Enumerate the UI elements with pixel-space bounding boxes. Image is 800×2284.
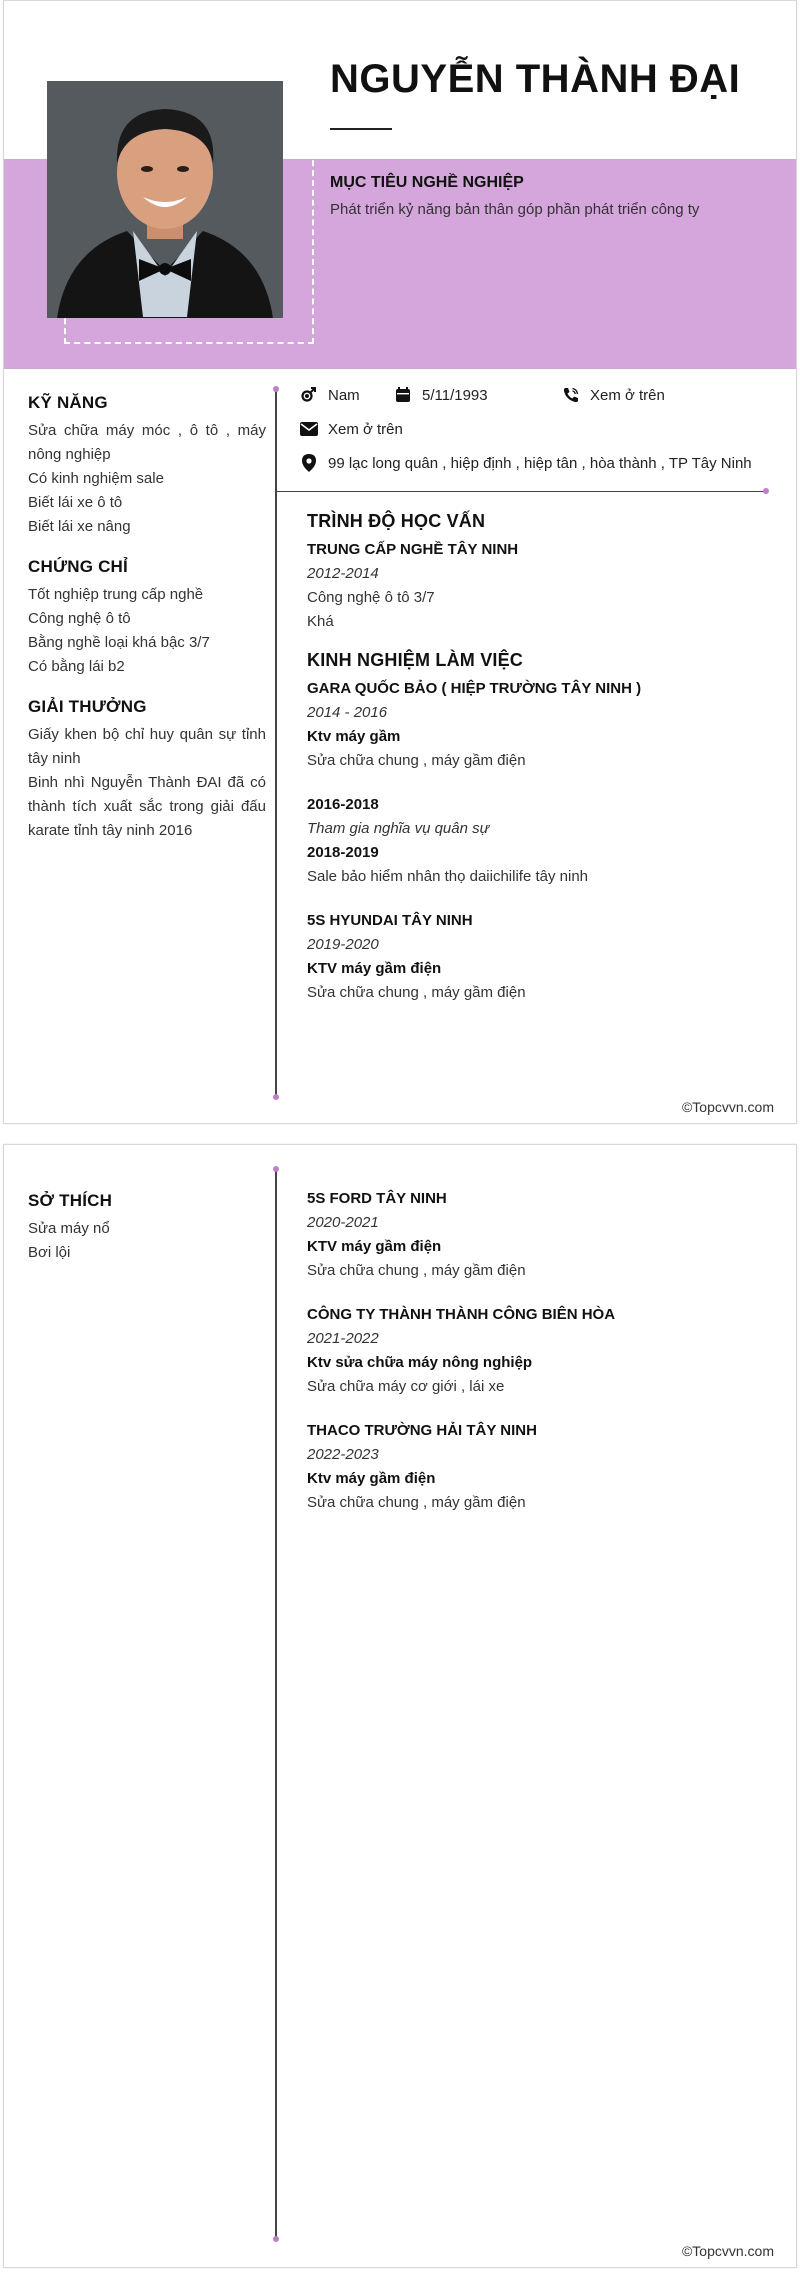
location-pin-icon: [298, 452, 320, 474]
email-icon: [298, 418, 320, 440]
candidate-name: NGUYỄN THÀNH ĐẠI: [330, 57, 741, 101]
education-major: Công nghệ ô tô 3/7: [307, 589, 435, 606]
contact-divider: [275, 491, 768, 492]
certificates-title: CHỨNG CHỈ: [28, 557, 128, 576]
experience-desc: Sửa chữa chung , máy gầm điện: [307, 752, 526, 769]
skill-item: Biết lái xe ô tô: [28, 494, 123, 511]
hobbies-title: SỞ THÍCH: [28, 1191, 113, 1210]
dob-value: 5/11/1993: [422, 386, 488, 404]
experience-role: KTV máy gầm điện: [307, 1238, 442, 1255]
experience-date: 2019-2020: [307, 936, 379, 953]
watermark: ©Topcvvn.com: [681, 2243, 774, 2259]
experience-entry: [307, 1303, 777, 1399]
experience-date: 2014 - 2016: [307, 704, 388, 721]
skills-section: [28, 393, 266, 539]
email-value: Xem ở trên: [328, 420, 403, 438]
award-item: Binh nhì Nguyễn Thành ĐAI đã có thành tích xuất sắc trong giải đấu karate tỉnh tây ninh 2016: [28, 774, 266, 839]
experience-entry: [307, 793, 777, 889]
certificate-item: Có bằng lái b2: [28, 658, 125, 675]
experience-org: GARA QUỐC BẢO ( HIỆP TRƯỜNG TÂY NINH ): [307, 680, 642, 697]
experience-org: CÔNG TY THÀNH THÀNH CÔNG BIÊN HÒA: [307, 1306, 616, 1323]
address-row: [298, 452, 752, 474]
objective-text: Phát triển kỷ năng bản thân góp phần phát triển công ty: [330, 201, 700, 218]
education-title: TRÌNH ĐỘ HỌC VẤN: [307, 511, 486, 531]
experience-entry: [307, 1187, 777, 1283]
experience-org: 5S HYUNDAI TÂY NINH: [307, 912, 473, 929]
objective-title: MỤC TIÊU NGHỀ NGHIỆP: [330, 174, 524, 191]
experience-org: 5S FORD TÂY NINH: [307, 1190, 447, 1207]
right-column: [307, 1187, 777, 1535]
dob-row: [392, 384, 488, 406]
certificate-item: Bằng nghề loại khá bậc 3/7: [28, 634, 210, 651]
left-column: [28, 1191, 266, 1283]
gender-icon: [298, 384, 320, 406]
experience-date: 2022-2023: [307, 1446, 379, 1463]
timeline-dot: [273, 1094, 279, 1100]
gender-value: Nam: [328, 386, 360, 404]
divider-dot: [763, 488, 769, 494]
awards-section: [28, 697, 266, 843]
timeline-line: [275, 1169, 277, 2239]
experience-desc: Sale bảo hiểm nhân thọ daiichilife tây ninh: [307, 868, 589, 885]
email-row: [298, 418, 403, 440]
experience-entry: [307, 909, 777, 1005]
left-column: [28, 393, 266, 861]
cv-page-1: [3, 0, 797, 1124]
award-item: Giấy khen bộ chỉ huy quân sự tỉnh tây ninh: [28, 726, 266, 767]
hobby-item: Bơi lội: [28, 1244, 71, 1261]
experience-desc: Sửa chữa máy cơ giới , lái xe: [307, 1378, 505, 1395]
phone-icon: [560, 384, 582, 406]
education-school: TRUNG CẤP NGHỀ TÂY NINH: [307, 541, 519, 558]
timeline-dot: [273, 2236, 279, 2242]
skill-item: Có kinh nghiệm sale: [28, 470, 164, 487]
skill-item: Sửa chữa máy móc , ô tô , máy nông nghiệp: [28, 422, 266, 463]
skills-title: KỸ NĂNG: [28, 393, 108, 412]
timeline-dot: [273, 386, 279, 392]
experience-role: KTV máy gầm điện: [307, 960, 442, 977]
experience-title: KINH NGHIỆM LÀM VIỆC: [307, 650, 524, 670]
experience-role: Ktv sửa chữa máy nông nghiệp: [307, 1354, 533, 1371]
gender-row: [298, 384, 360, 406]
right-column: [307, 511, 777, 1025]
experience-date: 2020-2021: [307, 1214, 379, 1231]
experience-org: THACO TRƯỜNG HẢI TÂY NINH: [307, 1422, 537, 1439]
phone-row: [560, 384, 665, 406]
experience-entry: [307, 677, 777, 773]
experience-year: 2016-2018: [307, 796, 379, 813]
certificate-item: Công nghệ ô tô: [28, 610, 131, 627]
timeline-dot: [273, 1166, 279, 1172]
education-section: [307, 511, 777, 634]
experience-role: Ktv máy gầm: [307, 728, 401, 745]
experience-desc: Sửa chữa chung , máy gầm điện: [307, 984, 526, 1001]
experience-desc: Sửa chữa chung , máy gầm điện: [307, 1494, 526, 1511]
experience-entry: [307, 1419, 777, 1515]
awards-title: GIẢI THƯỞNG: [28, 697, 147, 716]
phone-value: Xem ở trên: [590, 386, 665, 404]
experience-role: Ktv máy gầm điện: [307, 1470, 436, 1487]
timeline-line: [275, 389, 277, 1097]
name-underline: [330, 128, 392, 130]
experience-section: [307, 650, 777, 1005]
education-grade: Khá: [307, 613, 334, 630]
calendar-icon: [392, 384, 414, 406]
profile-photo: [47, 81, 283, 318]
experience-year: 2018-2019: [307, 844, 379, 861]
address-value: 99 lạc long quân , hiệp định , hiệp tân , hòa thành , TP Tây Ninh: [328, 454, 752, 472]
certificate-item: Tốt nghiệp trung cấp nghề: [28, 586, 204, 603]
hobbies-section: [28, 1191, 266, 1265]
education-date: 2012-2014: [307, 565, 379, 582]
cv-page-2: [3, 1144, 797, 2268]
hobby-item: Sửa máy nổ: [28, 1220, 110, 1237]
experience-date: 2021-2022: [307, 1330, 379, 1347]
watermark: ©Topcvvn.com: [681, 1099, 774, 1115]
experience-desc: Tham gia nghĩa vụ quân sự: [307, 820, 490, 837]
skill-item: Biết lái xe nâng: [28, 518, 131, 535]
certificates-section: [28, 557, 266, 679]
experience-desc: Sửa chữa chung , máy gầm điện: [307, 1262, 526, 1279]
